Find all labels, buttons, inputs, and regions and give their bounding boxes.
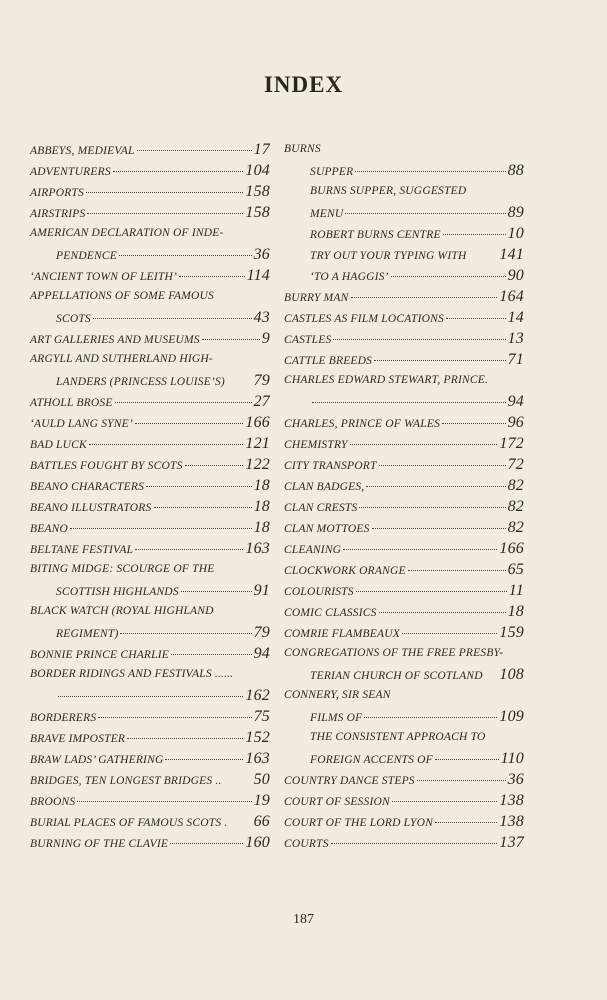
index-term: BELTANE FESTIVAL <box>30 544 134 556</box>
index-term: BEANO <box>30 523 69 535</box>
dot-leader <box>93 308 252 319</box>
index-entry <box>284 454 524 475</box>
dot-leader <box>229 813 251 823</box>
index-entry <box>284 181 524 202</box>
index-term: PENDENCE <box>56 250 118 262</box>
page-reference: 82 <box>507 477 524 494</box>
index-term: ‘TO A HAGGIS’ <box>310 271 389 283</box>
index-term: SUPPER <box>310 166 354 178</box>
index-entry <box>30 538 270 559</box>
page-number: 187 <box>293 912 314 927</box>
index-term: TRY OUT YOUR TYPING WITH <box>310 250 467 262</box>
dot-leader <box>312 392 506 403</box>
index-term: CITY TRANSPORT <box>284 460 377 472</box>
index-entry <box>284 832 524 853</box>
index-entry <box>284 139 524 160</box>
page-reference: 66 <box>253 813 270 830</box>
index-entry <box>284 580 524 601</box>
index-term: CONGREGATIONS OF THE FREE PRESBY- <box>284 647 504 659</box>
index-term: BEANO ILLUSTRATORS <box>30 502 152 514</box>
index-entry <box>30 265 270 286</box>
index-term: COUNTRY DANCE STEPS <box>284 775 415 787</box>
dot-leader <box>355 161 505 172</box>
index-entry <box>30 454 270 475</box>
dot-leader <box>135 413 244 424</box>
dot-leader <box>351 287 498 298</box>
dot-leader <box>435 812 497 823</box>
index-term: ART GALLERIES AND MUSEUMS <box>30 334 200 346</box>
dot-leader <box>58 686 243 697</box>
index-term: ADVENTURERS <box>30 166 111 178</box>
dot-leader <box>224 771 252 781</box>
dot-leader <box>137 140 252 151</box>
index-term: BATTLES FOUGHT BY SCOTS <box>30 460 183 472</box>
page-reference: 18 <box>507 603 524 620</box>
index-entry <box>284 349 524 370</box>
page-reference: 10 <box>507 225 524 242</box>
index-entry <box>284 244 524 265</box>
index-entry <box>30 559 270 580</box>
dot-leader <box>331 833 498 844</box>
index-entry <box>30 349 270 370</box>
index-entry <box>284 391 524 412</box>
index-term: CHEMISTRY <box>284 439 348 451</box>
index-term: AMERICAN DECLARATION OF INDE- <box>30 227 224 239</box>
index-term: CHARLES EDWARD STEWART, PRINCE. <box>284 374 489 386</box>
index-entry <box>284 706 524 727</box>
page-reference: 88 <box>507 162 524 179</box>
page-reference: 108 <box>499 666 524 683</box>
index-entry <box>284 160 524 181</box>
page-reference: 162 <box>245 687 270 704</box>
page-reference: 172 <box>499 435 524 452</box>
dot-leader <box>179 266 245 277</box>
index-term: CLOCKWORK ORANGE <box>284 565 406 577</box>
index-entry <box>284 790 524 811</box>
index-term: REGIMENT) <box>56 628 119 640</box>
index-entry <box>284 412 524 433</box>
dot-leader <box>417 770 506 781</box>
dot-leader <box>391 266 506 277</box>
index-term: BEANO CHARACTERS <box>30 481 145 493</box>
index-entry <box>284 685 524 706</box>
index-entry <box>30 181 270 202</box>
page-reference: 141 <box>499 246 524 263</box>
page-reference: 18 <box>253 498 270 515</box>
dot-leader <box>171 644 252 655</box>
index-term: MENU <box>310 208 344 220</box>
index-term: ARGYLL AND SUTHERLAND HIGH- <box>30 353 213 365</box>
index-entry <box>30 223 270 244</box>
index-term: ROBERT BURNS CENTRE <box>310 229 441 241</box>
index-term: COLOURISTS <box>284 586 354 598</box>
index-term: CLAN CRESTS <box>284 502 358 514</box>
index-entry <box>284 538 524 559</box>
dot-leader <box>154 497 252 508</box>
index-entry <box>284 601 524 622</box>
index-entry <box>30 685 270 706</box>
index-entry <box>30 286 270 307</box>
page-reference: 43 <box>253 309 270 326</box>
dot-leader <box>146 476 252 487</box>
dot-leader <box>435 749 499 760</box>
index-entry <box>284 307 524 328</box>
index-entry <box>30 811 270 832</box>
index-term: BRIDGES, TEN LONGEST BRIDGES .. <box>30 775 222 787</box>
page-reference: 79 <box>253 372 270 389</box>
index-term: BITING MIDGE: SCOURGE OF THE <box>30 563 215 575</box>
index-term: CONNERY, SIR SEAN <box>284 689 391 701</box>
page-reference: 89 <box>507 204 524 221</box>
dot-leader <box>165 749 243 760</box>
dot-leader <box>185 455 244 466</box>
index-entry <box>30 433 270 454</box>
index-entry <box>30 160 270 181</box>
page-reference: 94 <box>507 393 524 410</box>
index-entry <box>284 559 524 580</box>
index-term: BURNS <box>284 143 321 155</box>
index-term: COMRIE FLAMBEAUX <box>284 628 400 640</box>
index-entry <box>30 517 270 538</box>
index-entry <box>284 202 524 223</box>
index-term: BRAW LADS’ GATHERING <box>30 754 164 766</box>
page-reference: 65 <box>507 561 524 578</box>
index-entry <box>284 769 524 790</box>
dot-leader <box>364 707 497 718</box>
page-reference: 109 <box>499 708 524 725</box>
dot-leader <box>70 518 252 529</box>
index-term: BURNING OF THE CLAVIE <box>30 838 169 850</box>
index-term: ABBEYS, MEDIEVAL <box>30 145 135 157</box>
index-term: COURT OF THE LORD LYON <box>284 817 434 829</box>
index-term: BORDERERS <box>30 712 97 724</box>
page-reference: 13 <box>507 330 524 347</box>
page-reference: 121 <box>245 435 270 452</box>
index-term: BLACK WATCH (ROYAL HIGHLAND <box>30 605 214 617</box>
page-reference: 27 <box>253 393 270 410</box>
page-reference: 166 <box>499 540 524 557</box>
index-term: CHARLES, PRINCE OF WALES <box>284 418 441 430</box>
index-entry <box>284 748 524 769</box>
index-term: BURRY MAN <box>284 292 349 304</box>
index-entry <box>30 790 270 811</box>
index-term: THE CONSISTENT APPROACH TO <box>310 731 486 743</box>
index-term: APPELLATIONS OF SOME FAMOUS <box>30 290 214 302</box>
index-term: ‘ANCIENT TOWN OF LEITH’ <box>30 271 177 283</box>
dot-leader <box>115 392 252 403</box>
index-entry <box>284 265 524 286</box>
index-term: CLAN BADGES, <box>284 481 365 493</box>
page-reference: 50 <box>253 771 270 788</box>
index-entry <box>30 370 270 391</box>
dot-leader <box>345 203 505 214</box>
dot-leader <box>446 308 506 319</box>
page-reference: 90 <box>507 267 524 284</box>
index-entry <box>30 307 270 328</box>
dot-leader <box>343 539 497 550</box>
index-entry <box>284 496 524 517</box>
index-term: BROONS <box>30 796 76 808</box>
page-reference: 14 <box>507 309 524 326</box>
page-reference: 164 <box>499 288 524 305</box>
page-reference: 72 <box>507 456 524 473</box>
index-term: COURTS <box>284 838 329 850</box>
index-entry <box>284 433 524 454</box>
dot-leader <box>485 666 498 676</box>
index-term: BRAVE IMPOSTER <box>30 733 126 745</box>
index-entry <box>30 643 270 664</box>
index-term: FILMS OF <box>310 712 363 724</box>
index-entry <box>30 601 270 622</box>
index-column-left <box>30 139 270 853</box>
index-entry <box>30 769 270 790</box>
index-term: CLEANING <box>284 544 342 556</box>
page-reference: 91 <box>253 582 270 599</box>
index-entry <box>30 475 270 496</box>
index-entry <box>30 412 270 433</box>
dot-leader <box>86 182 243 193</box>
page-reference: 19 <box>253 792 270 809</box>
page-reference: 18 <box>253 477 270 494</box>
index-entry <box>30 328 270 349</box>
dot-leader <box>372 518 506 529</box>
index-entry <box>30 706 270 727</box>
page-reference: 36 <box>507 771 524 788</box>
index-entry <box>284 664 524 685</box>
page-reference: 152 <box>245 729 270 746</box>
dot-leader <box>350 434 498 445</box>
dot-leader <box>408 560 506 571</box>
index-column-right <box>284 139 524 853</box>
dot-leader <box>442 413 506 424</box>
page-reference: 138 <box>499 792 524 809</box>
dot-leader <box>366 476 505 487</box>
page-reference: 114 <box>246 267 270 284</box>
page-reference: 166 <box>245 414 270 431</box>
dot-leader <box>379 602 506 613</box>
index-entry <box>30 139 270 160</box>
dot-leader <box>374 350 505 361</box>
dot-leader <box>181 581 252 592</box>
dot-leader <box>443 224 506 235</box>
dot-leader <box>379 455 506 466</box>
index-term: COURT OF SESSION <box>284 796 390 808</box>
dot-leader <box>356 581 507 592</box>
index-term: CATTLE BREEDS <box>284 355 373 367</box>
index-entry <box>30 391 270 412</box>
index-entry <box>30 832 270 853</box>
dot-leader <box>89 434 244 445</box>
index-entry <box>284 643 524 664</box>
index-term: CASTLES AS FILM LOCATIONS <box>284 313 444 325</box>
dot-leader <box>120 623 251 634</box>
index-term: SCOTTISH HIGHLANDS <box>56 586 179 598</box>
page-reference: 163 <box>245 750 270 767</box>
page-reference: 94 <box>253 645 270 662</box>
index-entry <box>30 580 270 601</box>
index-entry <box>30 496 270 517</box>
index-entry <box>284 475 524 496</box>
page-reference: 110 <box>500 750 524 767</box>
index-entry <box>284 811 524 832</box>
dot-leader <box>87 203 243 214</box>
page-title: INDEX <box>263 72 344 97</box>
index-term: BORDER RIDINGS AND FESTIVALS ...... <box>30 668 234 680</box>
page-reference: 71 <box>507 351 524 368</box>
page-reference: 122 <box>245 456 270 473</box>
index-entry <box>284 223 524 244</box>
index-entry <box>30 664 270 685</box>
page-reference: 158 <box>245 204 270 221</box>
index-entry <box>284 328 524 349</box>
dot-leader <box>98 707 251 718</box>
dot-leader <box>77 791 251 802</box>
page-reference: 18 <box>253 519 270 536</box>
dot-leader <box>170 833 243 844</box>
page-reference: 96 <box>507 414 524 431</box>
index-entry <box>30 202 270 223</box>
index-term: TERIAN CHURCH OF SCOTLAND <box>310 670 483 682</box>
page-reference: 17 <box>253 141 270 158</box>
index-entry <box>284 286 524 307</box>
dot-leader <box>333 329 505 340</box>
dot-leader <box>127 728 243 739</box>
dot-leader <box>402 623 497 634</box>
page-reference: 160 <box>245 834 270 851</box>
page-reference: 104 <box>245 162 270 179</box>
page-reference: 82 <box>507 519 524 536</box>
index-entry <box>30 748 270 769</box>
index-term: BAD LUCK <box>30 439 87 451</box>
index-term: BURNS SUPPER, SUGGESTED <box>310 185 467 197</box>
dot-leader <box>113 161 244 172</box>
index-term: FOREIGN ACCENTS OF <box>310 754 433 766</box>
index-term: AIRSTRIPS <box>30 208 86 220</box>
index-entry <box>284 370 524 391</box>
page-reference: 158 <box>245 183 270 200</box>
index-term: CASTLES <box>284 334 332 346</box>
index-term: SCOTS <box>56 313 91 325</box>
index-entry <box>30 244 270 265</box>
page-reference: 138 <box>499 813 524 830</box>
page-reference: 9 <box>261 330 270 347</box>
page-reference: 137 <box>499 834 524 851</box>
index-term: LANDERS (PRINCESS LOUISE’S) <box>56 376 225 388</box>
dot-leader <box>227 372 252 382</box>
dot-leader <box>468 246 497 256</box>
dot-leader <box>202 329 260 340</box>
dot-leader <box>392 791 498 802</box>
index-entry <box>284 622 524 643</box>
page-reference: 159 <box>499 624 524 641</box>
index-entry <box>30 727 270 748</box>
index-term: ‘AULD LANG SYNE’ <box>30 418 133 430</box>
dot-leader <box>359 497 505 508</box>
index-entry <box>284 517 524 538</box>
index-term: BONNIE PRINCE CHARLIE <box>30 649 169 661</box>
page-reference: 75 <box>253 708 270 725</box>
page-reference: 36 <box>253 246 270 263</box>
page-reference: 11 <box>508 582 524 599</box>
index-term: CLAN MOTTOES <box>284 523 370 535</box>
dot-leader <box>135 539 243 550</box>
index-term: COMIC CLASSICS <box>284 607 377 619</box>
page-reference: 163 <box>245 540 270 557</box>
dot-leader <box>119 245 252 256</box>
index-entry <box>284 727 524 748</box>
index-term: BURIAL PLACES OF FAMOUS SCOTS . <box>30 817 228 829</box>
page-reference: 82 <box>507 498 524 515</box>
index-entry <box>30 622 270 643</box>
index-term: ATHOLL BROSE <box>30 397 113 409</box>
page-reference: 79 <box>253 624 270 641</box>
index-term: AIRPORTS <box>30 187 84 199</box>
